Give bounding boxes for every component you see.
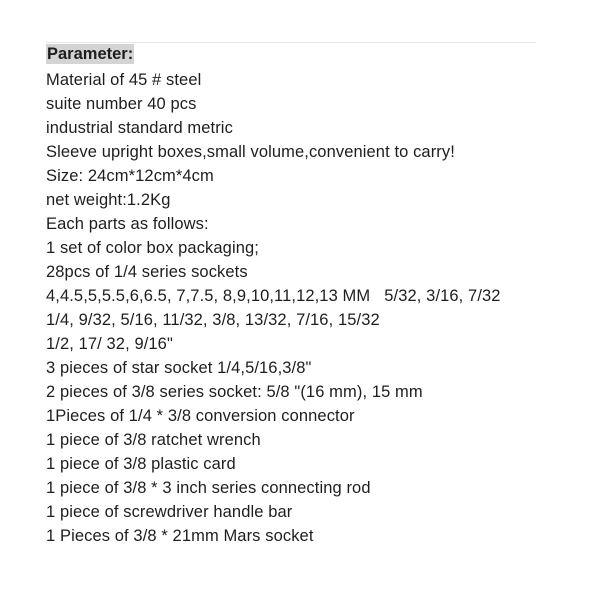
spec-line-series-sockets: 2 pieces of 3/8 series socket: 5/8 "(16 mm), 15 mm	[46, 383, 423, 401]
spec-line-standard: industrial standard metric	[46, 119, 233, 137]
spec-line-handle-bar: 1 piece of screwdriver handle bar	[46, 503, 293, 521]
spec-line-mars-socket: 1 Pieces of 3/8 * 21mm Mars socket	[46, 527, 314, 545]
spec-line-socket-sizes-1: 4,4.5,5,5.5,6,6.5, 7,7.5, 8,9,10,11,12,13 MM 5/32, 3/16, 7/32	[46, 287, 501, 305]
spec-line-star-sockets: 3 pieces of star socket 1/4,5/16,3/8"	[46, 359, 312, 377]
spec-line-ratchet-wrench: 1 piece of 3/8 ratchet wrench	[46, 431, 261, 449]
spec-line-parts-intro: Each parts as follows:	[46, 215, 209, 233]
spec-line-net-weight: net weight:1.2Kg	[46, 191, 171, 209]
document-heading: Parameter:	[47, 45, 134, 63]
spec-line-packaging: 1 set of color box packaging;	[46, 239, 259, 257]
spec-line-box-description: Sleeve upright boxes,small volume,convenient to carry!	[46, 143, 455, 161]
parameter-document	[46, 44, 566, 548]
spec-line-suite-number: suite number 40 pcs	[46, 95, 197, 113]
spec-line-conversion-connector: 1Pieces of 1/4 * 3/8 conversion connector	[46, 407, 355, 425]
spec-line-size: Size: 24cm*12cm*4cm	[46, 167, 214, 185]
spec-line-material: Material of 45 # steel	[46, 71, 202, 89]
top-divider	[46, 42, 536, 43]
spec-line-socket-sizes-2: 1/4, 9/32, 5/16, 11/32, 3/8, 13/32, 7/16, 15/32	[46, 311, 380, 329]
spec-line-sockets-count: 28pcs of 1/4 series sockets	[46, 263, 248, 281]
spec-line-plastic-card: 1 piece of 3/8 plastic card	[46, 455, 236, 473]
spec-line-connecting-rod: 1 piece of 3/8 * 3 inch series connecting rod	[46, 479, 371, 497]
spec-line-socket-sizes-3: 1/2, 17/ 32, 9/16"	[46, 335, 173, 353]
